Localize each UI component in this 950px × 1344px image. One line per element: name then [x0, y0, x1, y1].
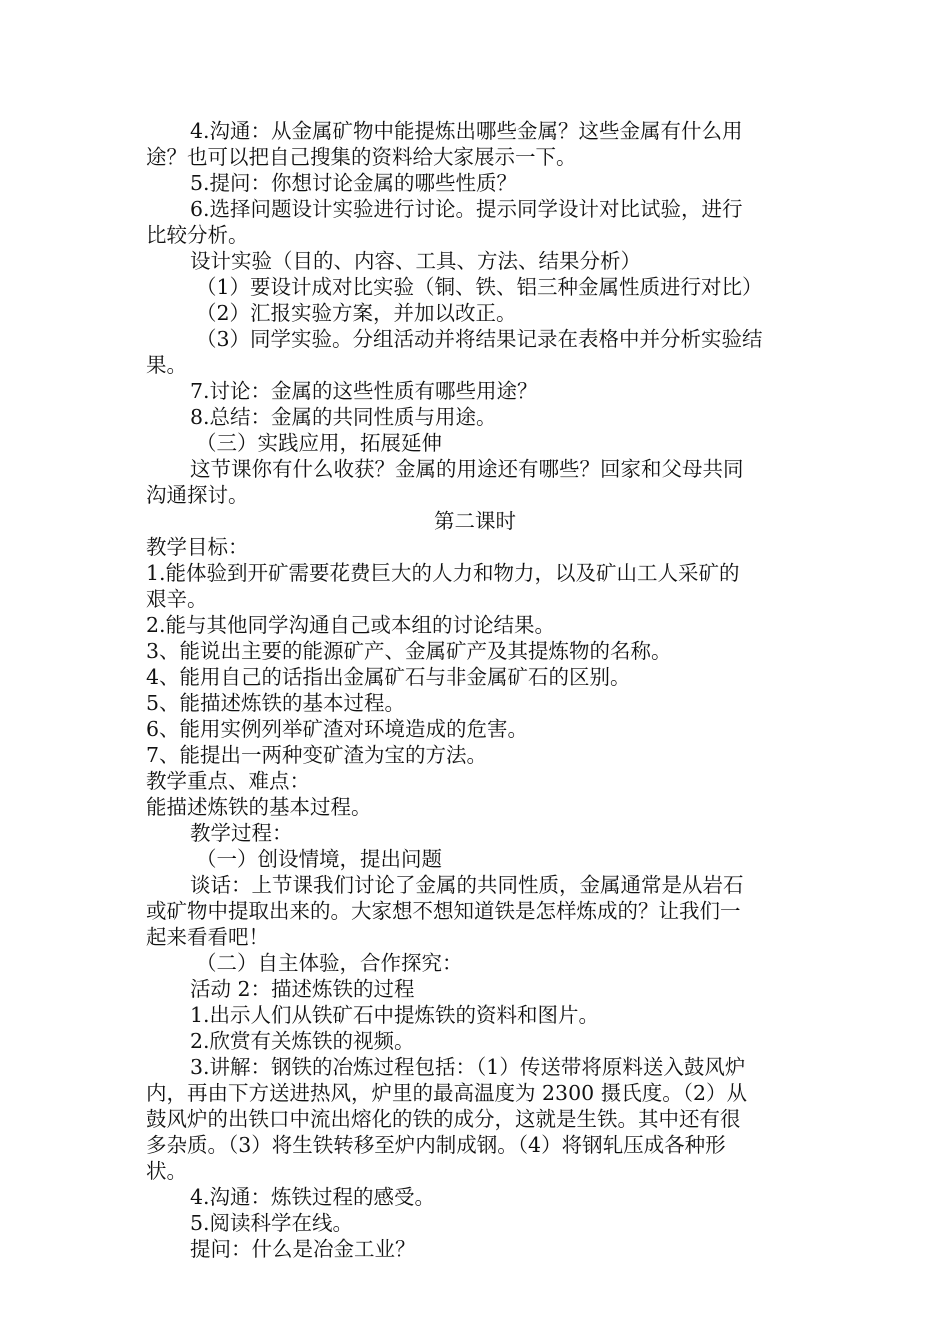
section-heading: （三）实践应用，拓展延伸 [196, 431, 442, 455]
text-line: 果。 [146, 353, 187, 377]
text-line: 状。 [146, 1159, 187, 1183]
text-line: 1.能体验到开矿需要花费巨大的人力和物力，以及矿山工人采矿的 [146, 561, 740, 585]
text-line: 活动 2：描述炼铁的过程 [190, 977, 415, 1001]
text-line: 3.讲解：钢铁的冶炼过程包括：（1）传送带将原料送入鼓风炉 [190, 1055, 746, 1079]
text-line: 提问：什么是冶金工业？ [190, 1237, 416, 1261]
text-line: 谈话：上节课我们讨论了金属的共同性质，金属通常是从岩石 [190, 873, 744, 897]
text-line: （2）汇报实验方案，并加以改正。 [196, 301, 517, 325]
text-line: 6.选择问题设计实验进行讨论。提示同学设计对比试验，进行 [190, 197, 743, 221]
text-line: 4、能用自己的话指出金属矿石与非金属矿石的区别。 [146, 665, 631, 689]
text-line: 设计实验（目的、内容、工具、方法、结果分析） [190, 249, 641, 273]
text-line: 或矿物中提取出来的。大家想不想知道铁是怎样炼成的？让我们一 [146, 899, 741, 923]
text-line: 起来看看吧！ [146, 925, 269, 949]
text-line: 7.讨论：金属的这些性质有哪些用途？ [190, 379, 538, 403]
text-line: （1）要设计成对比实验（铜、铁、铝三种金属性质进行对比） [196, 275, 763, 299]
text-line: 4.沟通：炼铁过程的感受。 [190, 1185, 436, 1209]
text-line: 途？也可以把自己搜集的资料给大家展示一下。 [146, 145, 577, 169]
text-line: 艰辛。 [146, 587, 208, 611]
text-line: 6、能用实例列举矿渣对环境造成的危害。 [146, 717, 529, 741]
text-line: 3、能说出主要的能源矿产、金属矿产及其提炼物的名称。 [146, 639, 672, 663]
text-line: 内，再由下方送进热风，炉里的最高温度为 2300 摄氏度。（2）从 [146, 1081, 747, 1105]
text-line: 2.欣赏有关炼铁的视频。 [190, 1029, 415, 1053]
section-heading: （二）自主体验，合作探究： [196, 951, 463, 975]
text-line: 1.出示人们从铁矿石中提炼铁的资料和图片。 [190, 1003, 600, 1027]
text-line: 沟通探讨。 [146, 483, 249, 507]
text-line: 5、能描述炼铁的基本过程。 [146, 691, 406, 715]
text-line: （3）同学实验。分组活动并将结果记录在表格中并分析实验结 [196, 327, 763, 351]
text-line: 比较分析。 [146, 223, 249, 247]
document-page [0, 118, 950, 1262]
text-line: 5.提问：你想讨论金属的哪些性质？ [190, 171, 518, 195]
text-line: 5.阅读科学在线。 [190, 1211, 354, 1235]
section-heading: （一）创设情境，提出问题 [196, 847, 442, 871]
section-heading: 教学目标： [146, 535, 249, 559]
text-line: 7、能提出一两种变矿渣为宝的方法。 [146, 743, 488, 767]
text-line: 2.能与其他同学沟通自己或本组的讨论结果。 [146, 613, 556, 637]
text-line: 能描述炼铁的基本过程。 [146, 795, 372, 819]
section-heading: 教学重点、难点： [146, 769, 310, 793]
text-line: 4.沟通：从金属矿物中能提炼出哪些金属？这些金属有什么用 [190, 119, 743, 143]
section-heading: 教学过程： [190, 821, 293, 845]
text-line: 多杂质。（3）将生铁转移至炉内制成钢。（4）将钢轧压成各种形 [146, 1133, 726, 1157]
text-line: 这节课你有什么收获？金属的用途还有哪些？回家和父母共同 [190, 457, 744, 481]
text-line: 鼓风炉的出铁口中流出熔化的铁的成分，这就是生铁。其中还有很 [146, 1107, 741, 1131]
text-line: 8.总结：金属的共同性质与用途。 [190, 405, 497, 429]
lesson-title: 第二课时 [434, 509, 516, 533]
